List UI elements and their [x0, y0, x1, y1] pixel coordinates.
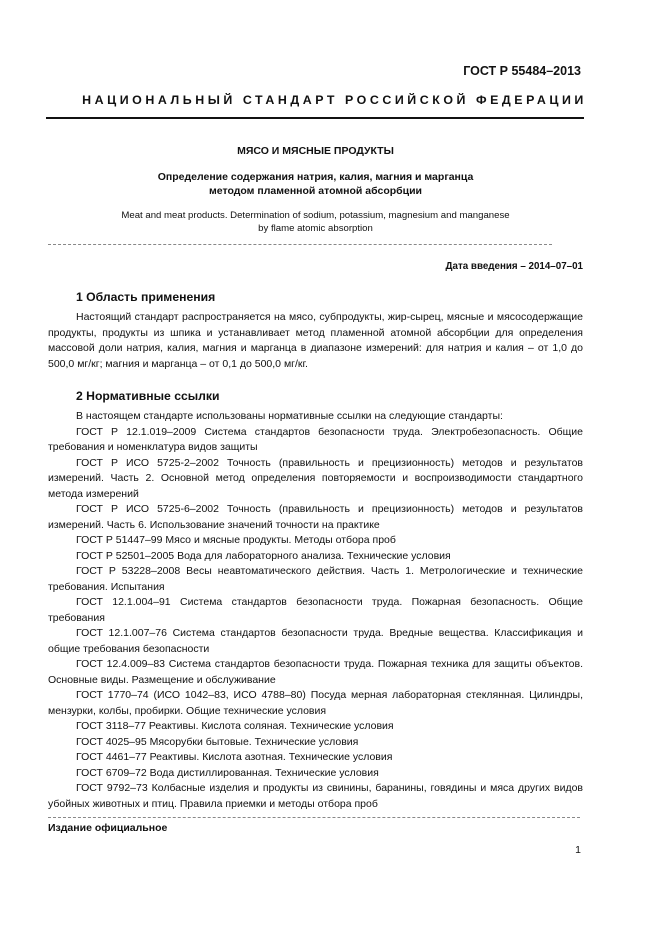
subtitle-line-2: методом пламенной атомной абсорбции	[208, 185, 423, 197]
reference-item: ГОСТ 12.1.004–91 Система стандартов безопасности труда. Пожарная безопасность. Общие требования	[48, 596, 583, 624]
reference-item: ГОСТ Р 51447–99 Мясо и мясные продукты. Методы отбора проб	[76, 534, 396, 546]
reference-item: ГОСТ Р 12.1.019–2009 Система стандартов безопасности труда. Электробезопасность. Общие требования и номенклатура видов защиты	[48, 425, 583, 453]
standard-code: ГОСТ Р 55484–2013	[463, 64, 581, 78]
reference-item: ГОСТ Р 52501–2005 Вода для лабораторного анализа. Технические условия	[76, 549, 451, 562]
organization-title: НАЦИОНАЛЬНЫЙ СТАНДАРТ РОССИЙСКОЙ ФЕДЕРАЦИИ	[82, 93, 587, 107]
references-intro: В настоящем стандарте использованы нормативные ссылки на следующие стандарты:	[76, 410, 503, 422]
english-title	[48, 209, 583, 235]
reference-item: ГОСТ 12.1.007–76 Система стандартов безопасности труда. Вредные вещества. Классификация и общие требования безопасности	[48, 627, 583, 655]
scope-section	[48, 310, 583, 372]
reference-item: ГОСТ Р 53228–2008 Весы неавтоматического действия. Часть 1. Метрологические и технические требования. Испытания	[48, 565, 583, 593]
header-divider	[46, 117, 584, 119]
footer-divider	[48, 817, 580, 818]
page-number: 1	[575, 844, 581, 856]
reference-item: ГОСТ 12.4.009–83 Система стандартов безопасности труда. Пожарная техника для защиты объектов. Основные виды. Размещение и обслуживание	[48, 658, 583, 686]
reference-item: ГОСТ Р ИСО 5725-6–2002 Точность (правильность и прецизионность) методов и результатов измерений. Часть 6. Использование значений точности на практике	[48, 503, 583, 531]
section-heading-scope: 1 Область применения	[76, 290, 216, 304]
reference-item: ГОСТ 4025–95 Мясорубки бытовые. Технические условия	[76, 735, 359, 748]
references-list	[48, 409, 583, 812]
scope-paragraph: Настоящий стандарт распространяется на мясо, субпродукты, жир-сырец, мясные и мясосодержащие продукты, продукты из шпика и устанавливает метод пламенной атомной абсорбции для определения массовой доли натрия, калия, магния и марганца в диапазоне измерений: для натрия и калия – от 1,0 до 500,0 мг/кг; магния и марганца – от 0,1 до 500,0 мг/кг.	[48, 311, 583, 370]
document-subtitle	[48, 170, 583, 198]
english-title-line-1: Meat and meat products. Determination of sodium, potassium, magnesium and manganese	[121, 210, 510, 221]
subtitle-line-1: Определение содержания натрия, калия, магния и марганца	[157, 171, 474, 183]
reference-item: ГОСТ 6709–72 Вода дистиллированная. Технические условия	[76, 766, 379, 779]
official-edition-label: Издание официальное	[48, 822, 168, 834]
reference-item: ГОСТ 3118–77 Реактивы. Кислота соляная. Технические условия	[76, 720, 394, 732]
reference-item: ГОСТ Р ИСО 5725-2–2002 Точность (правильность и прецизионность) методов и результатов измерений. Часть 2. Основной метод определения повторяемости и воспроизводимости стандартного метода измерений	[48, 456, 583, 500]
reference-item: ГОСТ 1770–74 (ИСО 1042–83, ИСО 4788–80) Посуда мерная лабораторная стеклянная. Цилиндры, мензурки, колбы, пробирки. Общие технические условия	[48, 689, 583, 717]
english-title-line-2: by flame atomic absorption	[258, 223, 373, 234]
reference-item: ГОСТ 4461–77 Реактивы. Кислота азотная. Технические условия	[76, 751, 393, 763]
introduction-date: Дата введения – 2014–07–01	[445, 261, 583, 272]
reference-item: ГОСТ 9792–73 Колбасные изделия и продукты из свинины, баранины, говядины и мяса других видов убойных животных и птиц. Правила приемки и методы отбора проб	[48, 782, 583, 810]
section-heading-references: 2 Нормативные ссылки	[76, 389, 220, 403]
document-title: МЯСО И МЯСНЫЕ ПРОДУКТЫ	[237, 145, 394, 157]
title-divider	[48, 244, 552, 245]
